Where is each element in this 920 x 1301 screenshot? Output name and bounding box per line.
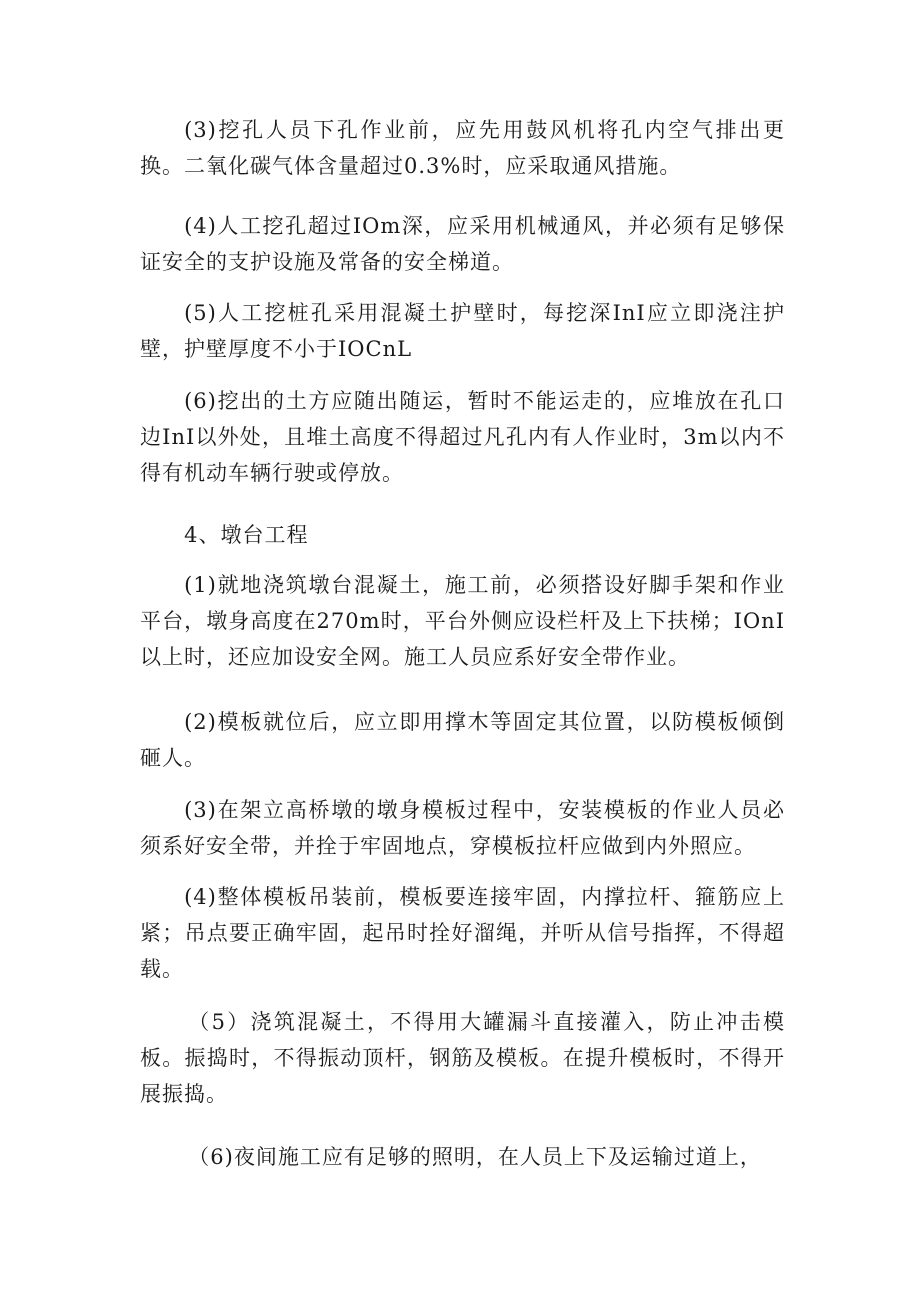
section-heading-pier-works: 4、墩台工程 <box>184 523 309 547</box>
paragraph-2-formwork-bracing: (2)模板就位后，应立即用撑木等固定其位置，以防模板倾倒砸人。 <box>140 710 785 770</box>
paragraph-4-mechanical-ventilation: (4)人工挖孔超过IOm深，应采用机械通风，并必须有足够保证安全的支护设施及常备的安全梯道。 <box>140 214 785 274</box>
paragraph-6-earthwork: (6)挖出的土方应随出随运，暂时不能运走的，应堆放在孔口边InI以外处，且堆土高度不得超过凡孔内有人作业时，3m以内不得有机动车辆行驶或停放。 <box>140 389 785 485</box>
paragraph-4-lifting: (4)整体模板吊装前，模板要连接牢固，内撑拉杆、箍筋应上紧；吊点要正确牢固，起吊时拴好溜绳，并听从信号指挥，不得超载。 <box>140 885 785 981</box>
paragraph-5-concrete-pouring: （5）浇筑混凝土，不得用大罐漏斗直接灌入，防止冲击模板。振捣时，不得振动顶杆，钢筋及模板。在提升模板时，不得开展振捣。 <box>140 1010 785 1106</box>
paragraph-6-night-lighting: （6)夜间施工应有足够的照明，在人员上下及运输过道上， <box>188 1145 762 1169</box>
paragraph-3-safety-belt: (3)在架立高桥墩的墩身模板过程中，安装模板的作业人员必须系好安全带，并拴于牢固地点，穿模板拉杆应做到内外照应。 <box>140 798 785 858</box>
paragraph-1-scaffold: (1)就地浇筑墩台混凝土，施工前，必须搭设好脚手架和作业平台，墩身高度在270m时，平台外侧应设栏杆及上下扶梯；IOnI以上时，还应加设安全网。施工人员应系好安全带作业。 <box>140 573 785 669</box>
paragraph-3-ventilation: (3)挖孔人员下孔作业前，应先用鼓风机将孔内空气排出更换。二氧化碳气体含量超过0.3%时，应采取通风措施。 <box>140 118 785 178</box>
paragraph-5-retaining-wall: (5)人工挖桩孔采用混凝土护壁时，每挖深InI应立即浇注护壁，护壁厚度不小于IOCnL <box>140 301 785 361</box>
